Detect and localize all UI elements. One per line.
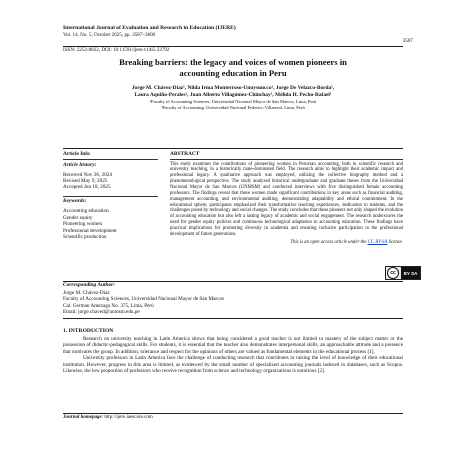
affiliation-line: ¹Faculty of Accounting Sciences, Universidad Nacional Mayor de San Marcos, Lima, Perú (149, 99, 317, 104)
author-line: Jorge M. Chávez-Díaz¹, Nilda Irma Monterroso-Unuysuncco¹, Jorge De Velazco-Borda¹, (131, 85, 335, 91)
article-info-column (63, 151, 158, 240)
footer-url[interactable]: : http://ijere.iaescore.com (101, 415, 153, 420)
article-info-heading: Article Info (63, 151, 90, 157)
abstract-heading: ABSTRACT (170, 151, 200, 157)
by-sa-label: BY SA (401, 267, 420, 279)
paper-title (63, 57, 403, 78)
corr-email[interactable]: Email: jorge.chaved@unmsm.edu.pe (63, 309, 140, 316)
corr-address: Cal. German Amezaga No. 375, Lima, Perú (63, 302, 154, 309)
paper-title-line: Breaking barriers: the legacy and voices of women pioneers in (119, 57, 347, 67)
page-number: 3587 (402, 37, 413, 44)
author-line: Laura Aquiño-Perales², Juan Alberto Villagómez-Chinchay², Mélida H. Pecho-Rafael¹ (134, 91, 332, 98)
footer-rule (63, 413, 403, 414)
corr-bottom-rule (63, 318, 403, 319)
info-top-rule (63, 148, 403, 149)
corresponding-author (63, 282, 403, 316)
license-statement (170, 240, 403, 246)
affiliation-line: ²Faculty of Accounting, Universidad Nacional Federico Villarreal, Lima, Perú (161, 104, 305, 110)
header-rule (63, 46, 403, 47)
keyword-item: Gender equity (63, 214, 93, 221)
corr-faculty: Faculty of Accounting Sciences, Universidad Nacional Mayor de San Marcos (63, 296, 225, 303)
divider (63, 159, 158, 160)
intro-paragraph: Research on university teaching in Latin America shows that being considered a good teacher is not limited to mastery of the subject matter or the possession of didactic-pedagogical skills. For students, it is essential that the teacher also demonstrates interpersonal skills, an approachable attitude and a presence that motivates the group. In addition, tolerance and respect for the opinions of others are valued as fundamental elements in the educational process [1]. (63, 336, 403, 355)
keyword-item: Professional development (63, 227, 117, 234)
corr-name: Jorge M. Chávez-Díaz (63, 290, 110, 296)
intro-paragraph: University professors in Latin America face the challenge of conducting research that contributes to raising the level of knowledge of their educational institution. However, progress in this area is limited, as evidenced by the small number of specialized accounting journals indexed in databases, such as Scopus. Likewise, the low proportion of professors who receive recognition from science and technology organizations is notorious [2]. (63, 355, 403, 375)
history-heading: Article history: (63, 161, 97, 168)
paper-title-line: accounting education in Peru (179, 67, 287, 78)
journal-title: International Journal of Evaluation and Research in Education (IJERE) (63, 25, 236, 31)
revised-date: Revised May 9, 2025 (63, 178, 108, 184)
author-list (63, 85, 403, 98)
abstract-column (170, 151, 403, 246)
received-date: Received Nov 26, 2024 (63, 171, 112, 178)
keyword-item: Pioneering women (63, 221, 103, 228)
license-suffix: license. (387, 239, 403, 245)
affiliations (63, 99, 403, 111)
license-prefix: This is an open access article under the (290, 239, 368, 245)
cc-logo-icon: cc (387, 267, 399, 279)
journal-header (63, 25, 413, 56)
introduction-section (63, 328, 403, 375)
journal-issn: ISSN: 2252-8822, DOI: 10.11591/ijere.v14i5.33792 (63, 46, 170, 53)
keywords-heading: Keywords: (63, 198, 87, 205)
journal-volume: Vol. 14, No. 5, October 2025, pp. 3587~3600 (63, 31, 156, 38)
introduction-heading: 1. INTRODUCTION (63, 328, 114, 334)
divider (170, 159, 403, 160)
divider (63, 196, 158, 197)
journal-footer (63, 415, 403, 421)
cc-license-badge[interactable] (385, 266, 421, 280)
license-link[interactable]: CC BY-SA (367, 239, 388, 245)
accepted-date: Accepted Jun 18, 2025 (63, 184, 111, 191)
keyword-item: Scientific production (63, 234, 107, 241)
abstract-text: This study examines the contributions of pioneering women in Peruvian accounting, both in scientific research and university teaching, in a historically male-dominated field. The research aims to highlight their academic impact and professional legacy. A qualitative approach was employed, utilizing the collective biography method and a phenomenological perspective. The study analyzed historical undergraduate and graduate theses from the Universidad Nacional Mayor de San Marcos (UNMSM) and conducted interviews with five distinguished female accounting professors. The findings reveal that these women made significant contributions in key areas such as financial auditing, management accounting, and environmental auditing, demonstrating adaptability and ethical commitment. In the educational sphere, participants emphasized their transformative teaching experiences, dedication to students, and the challenges posed by technology and social changes. The study concludes that these pioneers not only shaped the evolution of accounting education but also left a lasting legacy of academic and social engagement. The research underscores the need for gender equity policies and continuous technological adaptation in accounting education. These findings have practical implications for promoting diversity in academia and ensuring inclusive participation in the professional development of future generations. (170, 161, 403, 237)
footer-label: Journal homepage (63, 415, 102, 420)
keyword-item: Accounting education (63, 208, 109, 215)
corr-heading: Corresponding Author: (63, 282, 116, 288)
